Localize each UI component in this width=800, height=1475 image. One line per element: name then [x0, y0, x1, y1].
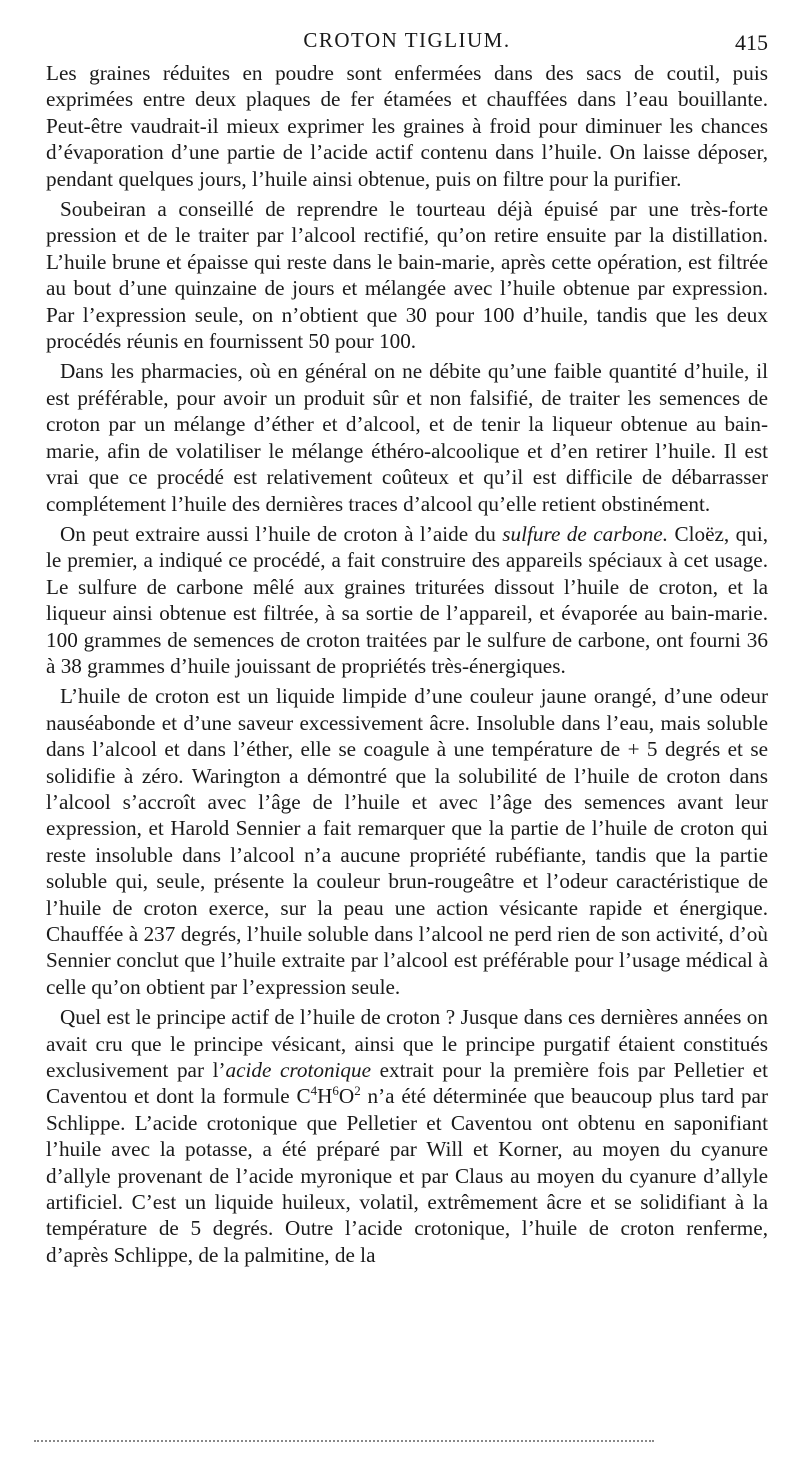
paragraph-text: Les graines réduites en poudre sont enfermées dans des sacs de coutil, puis exprimées entre deux plaques de fer étamées et chauffées dans l’eau bouillante. Peut-être vaudrait-il mieux exprimer les graines à froid pour diminuer les chances d’évaporation d’une partie de l’acide actif contenu dans l’huile. On laisse déposer, pendant quelques jours, l’huile ainsi obtenue, puis on filtre pour la purifier. [46, 61, 768, 191]
formula-element: O [338, 1084, 355, 1109]
running-head [46, 24, 768, 60]
formula-subscript: 2 [354, 1083, 361, 1099]
footer-rule [34, 1440, 654, 1442]
page [46, 24, 768, 1268]
paragraph-text: Quel est le principe actif de l’huile de croton ? Jusque dans ces dernières années on avait cru que le principe vésicant, ainsi que le principe purgatif étaient constitués exclusivement par l’ [46, 1005, 768, 1083]
paragraph-text: Cloëz, qui, le premier, a indiqué ce procédé, a fait construire des appareils spéciaux à cet usage. Le sulfure de carbone mêlé aux graines triturées dissout l’huile de croton, et la liqueur ainsi obtenue est filtrée, à sa sortie de l’appareil, et évaporée au bain-marie. 100 grammes de semences de croton traitées par le sulfure de carbone, ont fourni 36 à 38 grammes d’huile jouissant de propriétés très-énergiques. [46, 521, 769, 678]
running-title: CROTON TIGLIUM. [303, 28, 511, 52]
paragraph-text: L’huile de croton est un liquide limpide d’une couleur jaune orangé, d’une odeur nauséabonde et d’une saveur excessivement âcre. Insoluble dans l’eau, mais soluble dans l’alcool et dans l’éther, elle se coagule à une température de + 5 degrés et se solidifie à zéro. Warington a démontré que la solubilité de l’huile de croton dans l’alcool s’accroît avec l’âge de l’huile et avec l’âge des semences avant leur expression, et Harold Sennier a fait remarquer que la partie de l’huile de croton qui reste insoluble dans l’alcool n’a aucune propriété rubéfiante, tandis que la partie soluble qui, seule, présente la couleur brun-rougeâtre et l’odeur caractéristique de l’huile de croton exerce, sur la peau une action vésicante rapide et énergique. Chauffée à 237 degrés, l’huile soluble dans l’alcool ne perd rien de son activité, d’où Sennier conclut que l’huile extraite par l’alcool est préférable pour l’usage médical à celle qu’on obtient par l’expression seule. [46, 684, 768, 999]
paragraph-2 [46, 196, 768, 354]
paragraph-text: On peut extraire aussi l’huile de croton à l’aide du [60, 521, 503, 546]
paragraph-5 [46, 683, 768, 1000]
paragraph-text: Soubeiran a conseillé de reprendre le tourteau déjà épuisé par une très-forte pression et de le traiter par l’alcool rectifié, qu’on retire ensuite par la distillation. L’huile brune et épaisse qui reste dans le bain-marie, après cette opération, est filtrée au bout d’une quinzaine de jours et mélangée avec l’huile obtenue par expression. Par l’expression seule, on n’obtient que 30 pour 100 d’huile, tandis que les deux procédés réunis en fournissent 50 pour 100. [46, 197, 768, 354]
paragraph-text: Dans les pharmacies, où en général on ne débite qu’une faible quantité d’huile, il est préférable, pour avoir un produit sûr et non falsifié, de traiter les semences de croton par un mélange d’éther et d’alcool, et de tenir la liqueur obtenue au bain-marie, afin de volatiliser le mélange éthéro-alcoolique et d’en retirer l’huile. Il est vrai que ce procédé est relativement coûteux et qu’il est difficile de débarrasser complétement l’huile des dernières traces d’alcool qu’elle retient obstinément. [46, 359, 768, 516]
paragraph-1 [46, 60, 768, 192]
body-text [46, 60, 768, 1268]
formula-subscript: 6 [332, 1083, 339, 1099]
paragraph-6 [46, 1004, 768, 1268]
paragraph-3 [46, 358, 768, 516]
formula-subscript: 4 [310, 1083, 318, 1099]
paragraph-text: n’a été déterminée que beaucoup plus tard par Schlippe. L’acide crotonique que Pelletier et Caventou ont obtenu en saponifiant l’huile avec la potasse, a été préparé par Will et Korner, au moyen du cyanure d’allyle provenant de l’acide myronique et par Claus au moyen du cyanure d’allyle artificiel. C’est un liquide huileux, volatil, extrêmement âcre et se solidifiant à la température de 5 degrés. Outre l’acide crotonique, l’huile de croton renferme, d’après Schlippe, de la palmitine, de la [46, 1084, 768, 1267]
page-number: 415 [735, 30, 768, 55]
italic-term-sulfure: sulfure de carbone. [502, 521, 668, 546]
italic-term-acide: acide crotonique [225, 1058, 372, 1083]
formula-element: H [317, 1084, 333, 1109]
paragraph-text: extrait pour la première fois par Pelletier et Caventou et dont la formule C [46, 1058, 768, 1109]
paragraph-4 [46, 521, 768, 679]
